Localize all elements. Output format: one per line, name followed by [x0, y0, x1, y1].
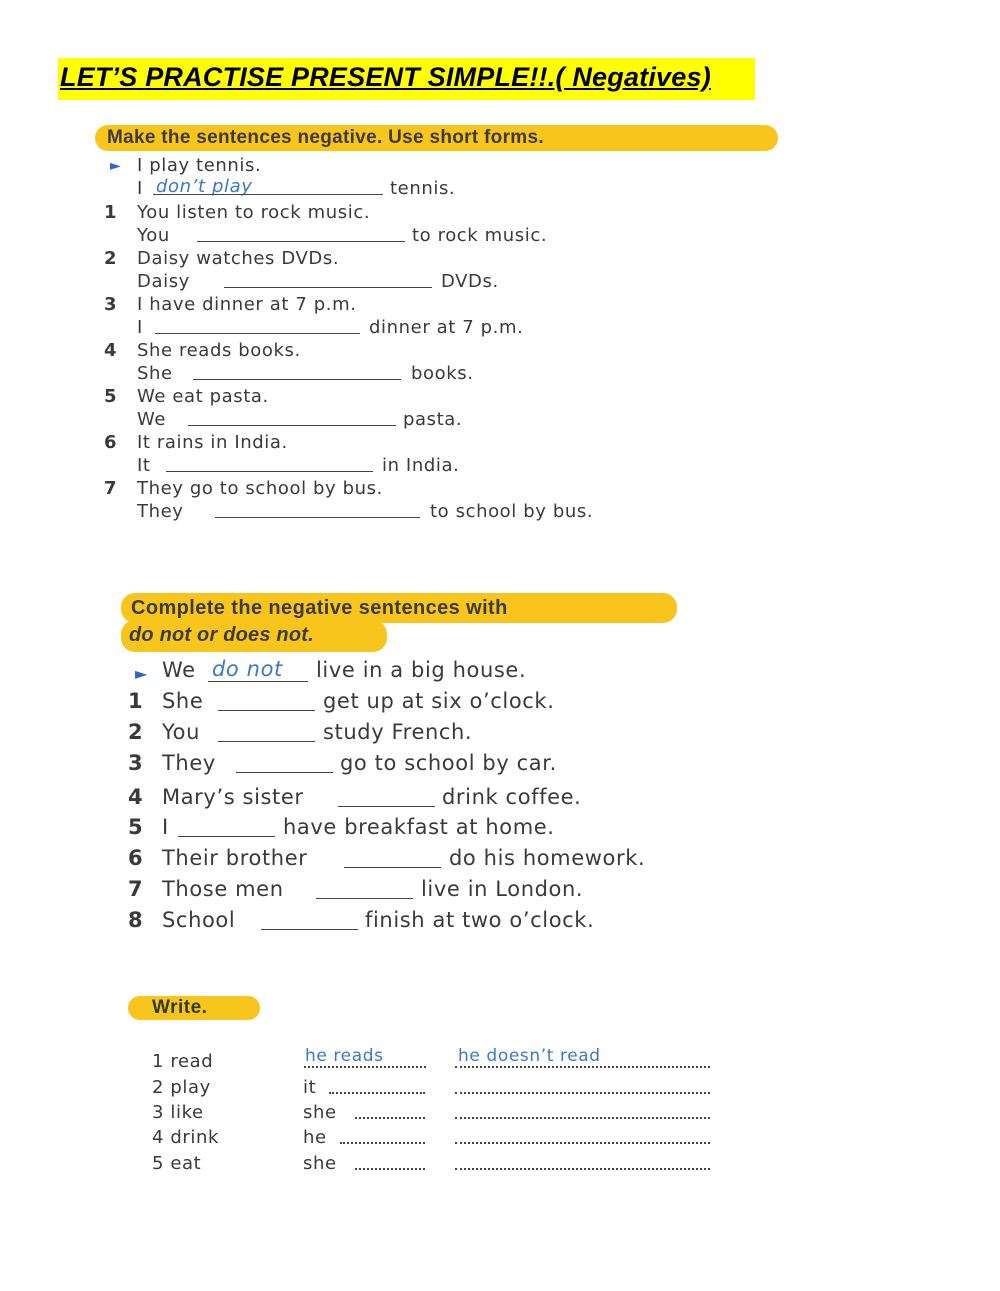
- worksheet-title: LET’S PRACTISE PRESENT SIMPLE!!.( Negatives): [60, 62, 711, 92]
- ex2-item-end: study French.: [323, 720, 473, 744]
- ex3-verb: 4 drink: [152, 1127, 220, 1148]
- ex2-item-start: She: [162, 689, 204, 713]
- answer-blank[interactable]: [455, 1117, 710, 1119]
- item-number: 3: [104, 294, 117, 315]
- ex2-item-end: have breakfast at home.: [283, 815, 555, 839]
- answer-blank[interactable]: [455, 1092, 710, 1094]
- ex2-item-start: Their brother: [162, 846, 308, 870]
- ex2-item-start: They: [162, 751, 216, 775]
- ex1-item-sentence: We eat pasta.: [137, 386, 269, 407]
- answer-blank[interactable]: [178, 836, 275, 837]
- item-number: 6: [104, 432, 117, 453]
- ex1-item-sentence: I have dinner at 7 p.m.: [137, 294, 357, 315]
- ex2-example-blank: [208, 681, 308, 682]
- item-number: 7: [104, 478, 117, 499]
- ex1-example-blank: [153, 194, 383, 195]
- ex3-verb: 1 read: [152, 1051, 214, 1072]
- example-arrow-icon: ►: [110, 158, 121, 174]
- ex3-subject: he: [303, 1127, 327, 1148]
- ex1-item-start: Daisy: [137, 271, 190, 292]
- ex2-instruction-line2: do not or does not.: [121, 620, 387, 652]
- answer-blank[interactable]: [224, 287, 432, 288]
- worksheet-title-highlight: [58, 58, 755, 100]
- answer-blank[interactable]: [316, 898, 413, 899]
- ex1-item-end: in India.: [382, 455, 460, 476]
- ex3-verb: 2 play: [152, 1077, 211, 1098]
- ex1-item-end: DVDs.: [441, 271, 499, 292]
- answer-dots: [304, 1066, 426, 1068]
- ex2-item-end: do his homework.: [449, 846, 646, 870]
- item-number: 2: [104, 248, 117, 269]
- answer-blank[interactable]: [329, 1092, 425, 1094]
- item-number: 8: [128, 908, 143, 932]
- ex1-example-end: tennis.: [390, 178, 456, 199]
- answer-blank[interactable]: [193, 379, 401, 380]
- answer-blank[interactable]: [455, 1168, 710, 1170]
- item-number: 5: [104, 386, 117, 407]
- example-arrow-icon: ►: [135, 664, 148, 683]
- ex1-item-sentence: You listen to rock music.: [137, 202, 371, 223]
- item-number: 6: [128, 846, 143, 870]
- ex2-item-end: get up at six o’clock.: [323, 689, 555, 713]
- ex1-instruction: Make the sentences negative. Use short forms.: [95, 125, 778, 151]
- ex2-example-answer: do not: [212, 657, 283, 681]
- item-number: 4: [128, 785, 143, 809]
- ex2-item-start: Those men: [162, 877, 284, 901]
- ex3-negative-answer: he doesn’t read: [458, 1046, 601, 1066]
- ex3-affirmative-answer: he reads: [305, 1046, 384, 1066]
- answer-blank[interactable]: [218, 710, 315, 711]
- answer-blank[interactable]: [355, 1168, 425, 1170]
- ex2-item-start: Mary’s sister: [162, 785, 304, 809]
- answer-blank[interactable]: [197, 241, 405, 242]
- answer-blank[interactable]: [166, 471, 373, 472]
- ex1-item-sentence: She reads books.: [137, 340, 301, 361]
- item-number: 1: [128, 689, 143, 713]
- ex1-item-start: It: [137, 455, 151, 476]
- answer-blank[interactable]: [338, 806, 435, 807]
- item-number: 5: [128, 815, 143, 839]
- ex1-item-end: to school by bus.: [430, 501, 594, 522]
- ex3-verb: 3 like: [152, 1102, 204, 1123]
- answer-blank[interactable]: [455, 1142, 710, 1144]
- item-number: 4: [104, 340, 117, 361]
- answer-dots: [455, 1066, 710, 1068]
- ex2-item-end: go to school by car.: [340, 751, 557, 775]
- ex3-verb: 5 eat: [152, 1153, 202, 1174]
- ex2-example-end: live in a big house.: [316, 658, 527, 682]
- answer-blank[interactable]: [188, 425, 396, 426]
- answer-blank[interactable]: [340, 1142, 425, 1144]
- ex1-item-start: She: [137, 363, 173, 384]
- ex2-example-start: We: [162, 658, 196, 682]
- answer-blank[interactable]: [236, 772, 333, 773]
- ex2-item-start: I: [162, 815, 169, 839]
- ex1-example-start: I: [137, 178, 143, 199]
- item-number: 1: [104, 202, 117, 223]
- ex1-item-sentence: They go to school by bus.: [137, 478, 383, 499]
- ex1-item-start: I: [137, 317, 143, 338]
- ex1-item-end: books.: [411, 363, 474, 384]
- ex2-item-end: drink coffee.: [442, 785, 582, 809]
- item-number: 7: [128, 877, 143, 901]
- ex1-item-sentence: It rains in India.: [137, 432, 288, 453]
- ex1-example-sentence: I play tennis.: [137, 155, 262, 176]
- ex1-item-start: You: [137, 225, 170, 246]
- ex1-item-sentence: Daisy watches DVDs.: [137, 248, 340, 269]
- answer-blank[interactable]: [261, 929, 358, 930]
- answer-blank[interactable]: [344, 867, 441, 868]
- ex3-instruction: Write.: [128, 996, 260, 1020]
- ex2-item-end: live in London.: [421, 877, 584, 901]
- answer-blank[interactable]: [155, 333, 360, 334]
- ex3-subject: it: [303, 1077, 317, 1098]
- ex1-item-end: to rock music.: [412, 225, 548, 246]
- ex1-item-start: We: [137, 409, 167, 430]
- answer-blank[interactable]: [218, 741, 315, 742]
- ex2-item-start: School: [162, 908, 236, 932]
- item-number: 2: [128, 720, 143, 744]
- ex1-item-end: pasta.: [403, 409, 463, 430]
- ex2-item-end: finish at two o’clock.: [365, 908, 595, 932]
- item-number: 3: [128, 751, 143, 775]
- answer-blank[interactable]: [355, 1117, 425, 1119]
- answer-blank[interactable]: [215, 517, 420, 518]
- ex1-item-start: They: [137, 501, 184, 522]
- ex1-example-answer: don’t play: [156, 176, 253, 197]
- ex2-item-start: You: [162, 720, 200, 744]
- ex1-item-end: dinner at 7 p.m.: [369, 317, 524, 338]
- ex3-subject: she: [303, 1153, 337, 1174]
- ex3-subject: she: [303, 1102, 337, 1123]
- ex2-instruction-line1: Complete the negative sentences with: [121, 593, 677, 623]
